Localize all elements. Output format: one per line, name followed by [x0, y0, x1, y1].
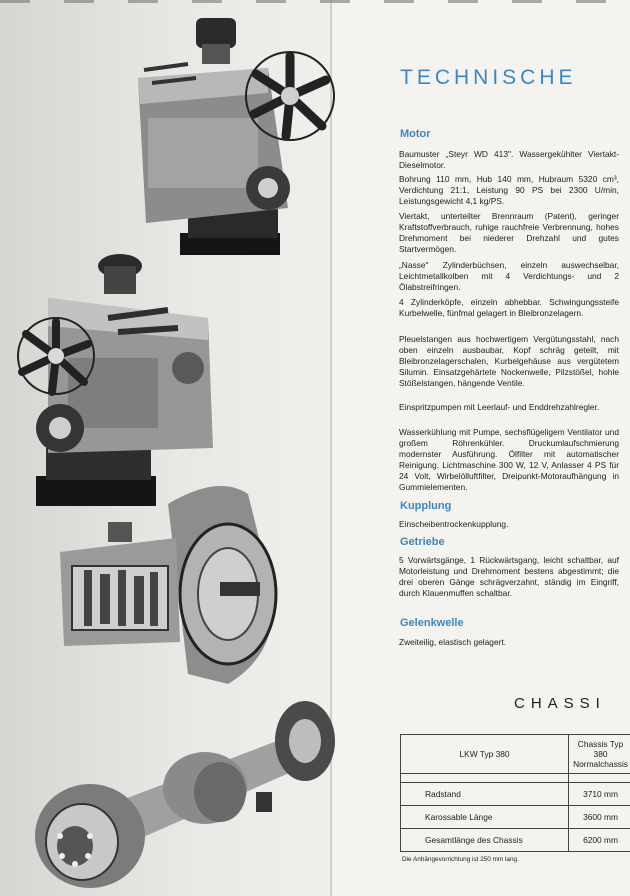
engine-front-icon — [118, 8, 338, 258]
motor-paragraph-7: Einspritzpumpen mit Leerlauf- und Enddrehzahlregler. — [399, 402, 600, 412]
row-value: 6200 mm — [569, 829, 630, 852]
section-heading-motor: Motor — [400, 128, 431, 140]
top-rule — [0, 0, 630, 3]
motor-paragraph-4: „Nasse" Zylinderbüchsen, einzeln auswechselbar, Leichtmetallkolben mit 4 Verdichtungs- und 2 Ölabstreifringen. — [399, 260, 619, 293]
motor-paragraph-3: Viertakt, unterteilter Brennraum (Patent), geringer Kraftstoffverbrauch, ruhige rauchfreie Verbrennung, hohes Drehmoment bei niederer Drehzahl und gutes Startvermögen. — [399, 211, 619, 255]
table-header-value: Chassis Typ 380 Normalchassis — [569, 735, 630, 774]
motor-paragraph-1: Baumuster „Steyr WD 413". Wassergekühlter Viertakt-Dieselmotor. — [399, 149, 619, 171]
chassis-footnote: Die Anhängevorrichtung ist 250 mm lang. — [402, 856, 519, 863]
kupplung-paragraph: Einscheibentrockenkupplung. — [399, 519, 509, 529]
section-heading-getriebe: Getriebe — [400, 536, 445, 548]
table-header-label: LKW Typ 380 — [401, 735, 569, 774]
table-row — [401, 829, 630, 852]
section-heading-kupplung: Kupplung — [400, 500, 452, 512]
row-value: 3600 mm — [569, 806, 630, 829]
motor-paragraph-2: Bohrung 110 mm, Hub 140 mm, Hubraum 5320 cm³, Verdichtung 21:1, Leistung 90 PS bei 2300 U/min, Leistungsgewicht 4,1 kg/PS. — [399, 174, 619, 207]
getriebe-paragraph: 5 Vorwärtsgänge, 1 Rückwärtsgang, leicht schaltbar, auf Motorleistung und Drehmoment bestens abgestimmt; die drei oberen Gänge schrägverzahnt, ständig im Eingriff, durch Klauenmuffen schaltbar. — [399, 555, 619, 599]
motor-paragraph-5: 4 Zylinderköpfe, einzeln abhebbar. Schwingungssteife Kurbelwelle, fünfmal gelagert in Bleibronzelagern. — [399, 297, 619, 319]
row-label: Radstand — [401, 783, 569, 806]
motor-paragraph-6: Pleuelstangen aus hochwertigem Vergütungsstahl, nach oben einzeln ausbaubar, Kopf schräg geteilt, mit Bleibronzelagerschalen, Kurbelgehäuse aus vergütetem Silumin. Einsatzgehärtete Nockenwelle, Pilzstößel, hohle Stößelstangen, hängende Ventile. — [399, 334, 619, 389]
gelenkwelle-paragraph: Zweiteilig, elastisch gelagert. — [399, 637, 507, 647]
chassis-title: CHASSI — [514, 695, 606, 712]
table-row — [401, 806, 630, 829]
chassis-spec-table — [400, 734, 630, 852]
table-row — [401, 783, 630, 806]
section-heading-gelenkwelle: Gelenkwelle — [400, 617, 464, 629]
motor-paragraph-8: Wasserkühlung mit Pumpe, sechsflügeligem Ventilator und großem Röhrenkühler. Druckumlaufschmierung modernster Ausführung. Ölfilter mit automatischer Reinigung. Lichtmaschine 300 W, 12 V, Anlasser 4 PS für 24 Volt, Wirbelölluftfilter, Dreipunkt-Motoraufhängung in Gummielementen. — [399, 427, 619, 493]
gearbox-cutaway-icon — [48, 474, 288, 694]
row-label: Karossable Länge — [401, 806, 569, 829]
rear-axle-icon — [20, 696, 340, 892]
table-header-row — [401, 735, 630, 774]
row-label: Gesamtlänge des Chassis — [401, 829, 569, 852]
page-title: TECHNISCHE — [400, 66, 577, 89]
table-spacer — [401, 774, 630, 783]
row-value: 3710 mm — [569, 783, 630, 806]
